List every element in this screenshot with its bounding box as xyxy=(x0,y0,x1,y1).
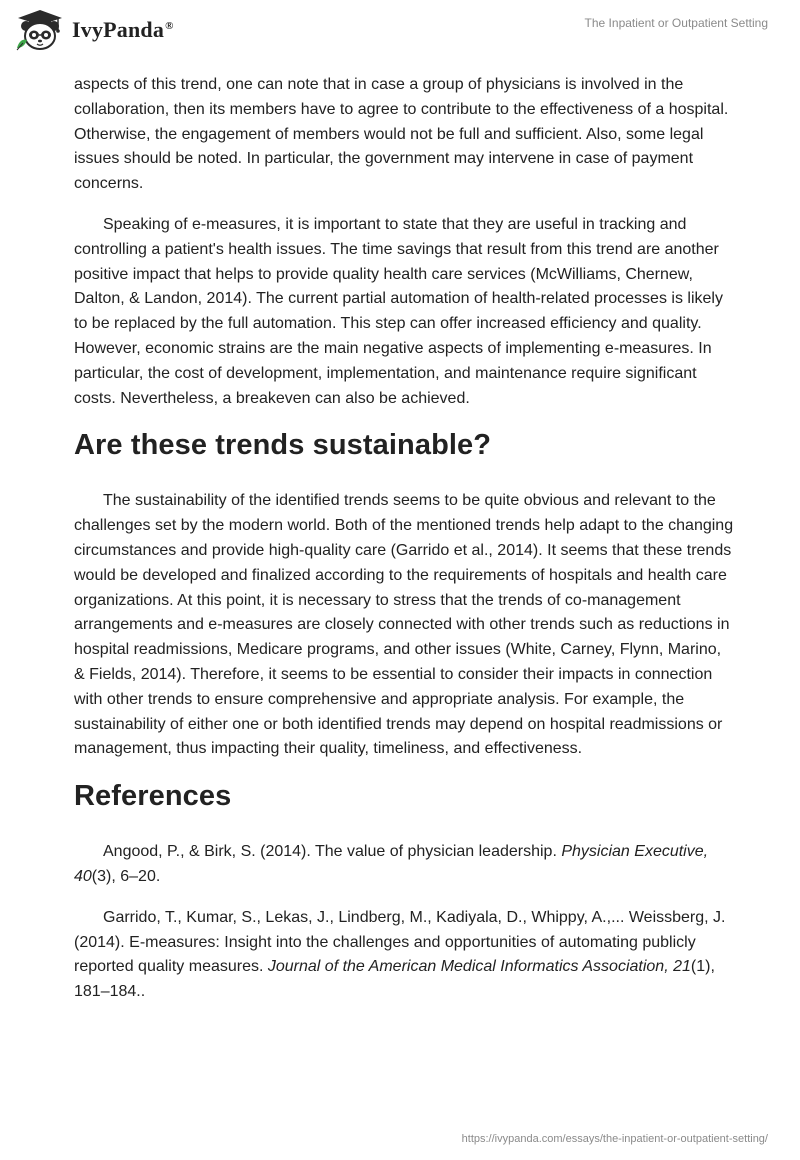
reference-text: Angood, P., & Birk, S. (2014). The value of physician leadership. xyxy=(103,843,562,861)
reference-text-tail: (1), 181–184.. xyxy=(74,958,715,1001)
essay-content xyxy=(74,73,734,1021)
panda-mascot-icon xyxy=(14,8,66,52)
ivypanda-logo[interactable] xyxy=(14,8,174,52)
section-heading-references: References xyxy=(74,780,232,813)
logo-text: IvyPanda xyxy=(72,17,165,42)
reference-journal: Journal of the American Medical Informatics Association, 21 xyxy=(267,958,691,976)
page-header xyxy=(0,0,800,70)
document-title: The Inpatient or Outpatient Setting xyxy=(584,16,768,30)
logo-wordmark xyxy=(72,17,174,43)
reference-text-tail: (3), 6–20. xyxy=(91,867,161,885)
reference-item xyxy=(74,840,734,890)
section-heading-sustainable: Are these trends sustainable? xyxy=(74,429,492,462)
reference-journal: Physician Executive, 40 xyxy=(74,843,709,885)
reference-item xyxy=(74,906,734,1005)
reference-text: Garrido, T., Kumar, S., Lekas, J., Lindberg, M., Kadiyala, D., Whippy, A.,... Weissberg, J. (2014). E-measures: Insight into the challenges and opportunities of automating publicly reported quality measures. xyxy=(74,908,726,976)
source-url-link[interactable]: https://ivypanda.com/essays/the-inpatient-or-outpatient-setting/ xyxy=(461,1133,768,1145)
paragraph-continuation: aspects of this trend, one can note that in case a group of physicians is involved in the collaboration, then its members have to agree to contribute to the effectiveness of a hospital. Otherwise, the engagement of members would not be full and sufficient. Also, some legal issues should be noted. In particular, the government may intervene in case of payment concerns. xyxy=(74,76,729,193)
paragraph-sustainability: The sustainability of the identified trends seems to be quite obvious and relevant to the challenges set by the modern world. Both of the mentioned trends help adapt to the changing circumstances and provide high-quality care (Garrido et al., 2014). It seems that these trends would be developed and finalized according to the requirements of hospitals and health care organizations. At this point, it is necessary to stress that the trends of co-management arrangements and e-measures are closely connected with other trends such as reductions in hospital readmissions, Medicare programs, and other issues (White, Carney, Flynn, Marino, & Fields, 2014). Therefore, it seems to be essential to consider their impacts in connection with other trends to ensure comprehensive and appropriate analysis. For example, the sustainability of either one or both identified trends may depend on hospital readmissions or management, thus impacting their quality, timeliness, and effectiveness. xyxy=(74,492,734,758)
paragraph-e-measures: Speaking of e-measures, it is important to state that they are useful in tracking and controlling a patient's health issues. The time savings that result from this trend are another positive impact that helps to provide quality health care services (McWilliams, Chernew, Dalton, & Landon, 2014). The current partial automation of health-related processes is likely to be replaced by the full automation. This step can offer increased efficiency and quality. However, economic strains are the main negative aspects of implementing e-measures. In particular, the cost of development, implementation, and maintenance require significant costs. Nevertheless, a breakeven can also be achieved. xyxy=(74,215,723,407)
logo-registered-mark: ® xyxy=(165,19,174,32)
